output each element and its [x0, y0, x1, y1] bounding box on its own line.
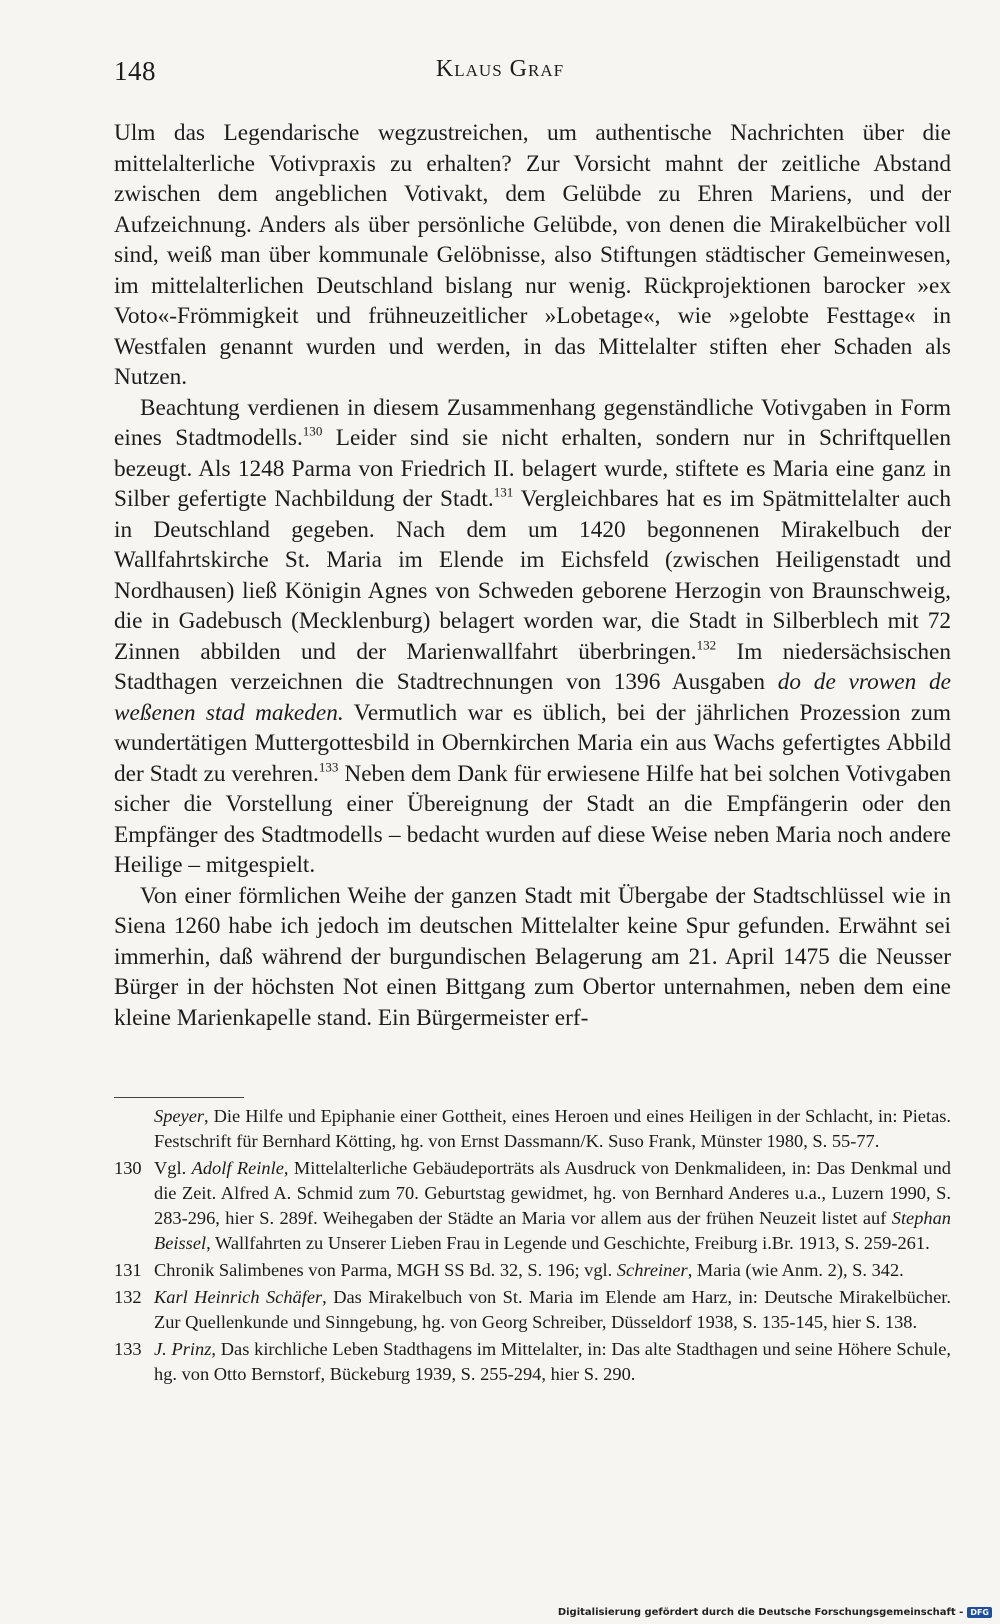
text-run: Chronik Salimbenes von Parma, MGH SS Bd. 32, S. 196; vgl.	[154, 1260, 617, 1280]
dfg-credit	[558, 1607, 992, 1618]
italic-text: Speyer	[154, 1106, 205, 1126]
footnotes	[114, 1104, 951, 1389]
italic-text: Karl Heinrich Schäfer	[154, 1287, 323, 1307]
text-run: , Maria (wie Anm. 2), S. 342.	[687, 1260, 904, 1280]
footnote	[114, 1104, 951, 1154]
paragraph	[114, 118, 951, 393]
text-run: , Mittelalterliche Gebäudeporträts als Ausdruck von Denkmalideen, in: Das Denkmal und die Zeit. Alfred A. Schmid zum 70. Geburtstag gewidmet, hg. von Bernhard Anderes u.a., Luzern 1990, S. 283-296, hier S. 289f. Weihegaben der Städte an Maria vor allem aus der frühen Neuzeit listet auf	[154, 1158, 951, 1228]
footnote	[114, 1258, 951, 1283]
text-run: Neben dem Dank für erwiesene Hilfe hat bei solchen Votivgaben sicher die Vorstellung einer Übereignung der Stadt an die Empfängerin oder den Empfänger des Stadtmodells – bedacht wurden auf diese Weise neben Maria noch andere Heilige – mitgespielt.	[114, 760, 952, 878]
text-run: Beachtung verdienen in diesem Zusammenhang gegenständliche Votivgaben in Form eines Stadtmodells.	[114, 394, 951, 451]
footnote-number: 131	[114, 1260, 142, 1280]
paragraph	[114, 393, 951, 881]
text-run: Vermutlich war es üblich, bei der jährlichen Prozession zum wundertätigen Muttergottesbild in Obernkirchen Maria ein aus Wachs gefertigtes Abbild der Stadt zu verehren.	[114, 699, 951, 787]
footnote-number: 133	[114, 1339, 142, 1359]
body-text	[114, 118, 951, 1033]
text-run: Vergleichbares hat es im Spätmittelalter auch in Deutschland gegeben. Nach dem um 1420 begonnenen Mirakelbuch der Wallfahrtskirche St. Maria im Elende im Eichsfeld (zwischen Heiligenstadt und Nordhausen) ließ Königin Agnes von Schweden geborene Herzogin von Braunschweig, die in Gadebusch (Mecklenburg) belagert worden war, die Stadt in Silberblech mit 72 Zinnen abbilden und der Marienwallfahrt überbringen.	[114, 486, 951, 665]
italic-text: do de vrowen de weßenen stad makeden.	[114, 669, 951, 726]
footnote-number: 130	[114, 1158, 142, 1178]
footnote-ref: 133	[318, 759, 339, 775]
paragraph	[114, 881, 951, 1034]
footnote	[114, 1285, 951, 1335]
italic-text: Stephan Beissel	[154, 1208, 951, 1253]
italic-text: Adolf Reinle	[191, 1158, 284, 1178]
footnote	[114, 1156, 951, 1256]
text-run: Leider sind sie nicht erhalten, sondern nur in Schriftquellen bezeugt. Als 1248 Parma von Friedrich II. belagert wurde, stiftete es Maria eine ganz in Silber gefertigte Nachbildung der Stadt.	[114, 425, 951, 512]
text-run: , Das Mirakelbuch von St. Maria im Elende am Harz, in: Deutsche Mirakelbücher. Zur Quellenkunde und Sinngebung, hg. von Georg Schreiber, Düsseldorf 1938, S. 135-145, hier S. 138.	[154, 1287, 951, 1332]
italic-text: J. Prinz	[154, 1339, 212, 1359]
text-run: Ulm das Legendarische wegzustreichen, um authentische Nachrichten über die mittelalterliche Votivpraxis zu erhalten? Zur Vorsicht mahnt der zeitliche Abstand zwischen dem angeblichen Votivakt, dem Gelübde zu Ehren Mariens, und der Aufzeichnung. Anders als über persönliche Gelübde, von denen die Mirakelbücher voll sind, weiß man über kommunale Gelöbnisse, also Stiftungen städtischer Gemeinwesen, im mittelalterlichen Deutschland bislang nur wenig. Rückprojektionen barocker »ex Voto«-Frömmigkeit und frühneuzeitlicher »Lobetage«, wie »gelobte Festtage« in Westfalen genannt wurden und werden, in das Mittelalter stiften eher Schaden als Nutzen.	[114, 120, 951, 390]
footnote-text	[154, 1285, 951, 1335]
footnote-text	[154, 1258, 951, 1283]
text-run: , Wallfahrten zu Unserer Lieben Frau in Legende und Geschichte, Freiburg i.Br. 1913, S. 259-261.	[206, 1233, 930, 1253]
footnote-text	[154, 1337, 951, 1387]
footnote-ref: 131	[493, 484, 514, 500]
dfg-credit-text: Digitalisierung gefördert durch die Deutsche Forschungsgemeinschaft -	[557, 1607, 964, 1618]
footnote-rule	[114, 1097, 244, 1098]
running-head: Klaus Graf	[435, 56, 565, 82]
text-run: Vgl.	[154, 1158, 192, 1178]
footnote-ref: 130	[302, 423, 323, 439]
page-number: 148	[114, 56, 156, 86]
footnote-ref: 132	[696, 637, 717, 653]
text-run: Im niedersächsischen Stadthagen verzeichnen die Stadtrechnungen von 1396 Ausgaben	[114, 638, 951, 695]
text-run: , Die Hilfe und Epiphanie einer Gottheit, eines Heroen und eines Heiligen in der Schlacht, in: Pietas. Festschrift für Bernhard Kötting, hg. von Ernst Dassmann/K. Suso Frank, Münster 1980, S. 55-77.	[154, 1106, 951, 1151]
footnote	[114, 1337, 951, 1387]
italic-text: Schreiner	[616, 1260, 688, 1280]
text-run: Von einer förmlichen Weihe der ganzen Stadt mit Übergabe der Stadtschlüssel wie in Siena 1260 habe ich jedoch im deutschen Mittelalter keine Spur gefunden. Erwähnt sei immerhin, daß während der burgundischen Belagerung am 21. April 1475 die Neusser Bürger in der höchsten Not einen Bittgang zum Obertor unternahmen, neben dem eine kleine Marienkapelle stand. Ein Bürgermeister erf-	[114, 882, 951, 1031]
dfg-logo: DFG	[967, 1607, 992, 1618]
footnote-text	[154, 1156, 951, 1256]
text-run: , Das kirchliche Leben Stadthagens im Mittelalter, in: Das alte Stadthagen und seine Höhere Schule, hg. von Otto Bernstorf, Bückeburg 1939, S. 255-294, hier S. 290.	[154, 1339, 952, 1384]
footnote-number: 132	[114, 1287, 142, 1307]
